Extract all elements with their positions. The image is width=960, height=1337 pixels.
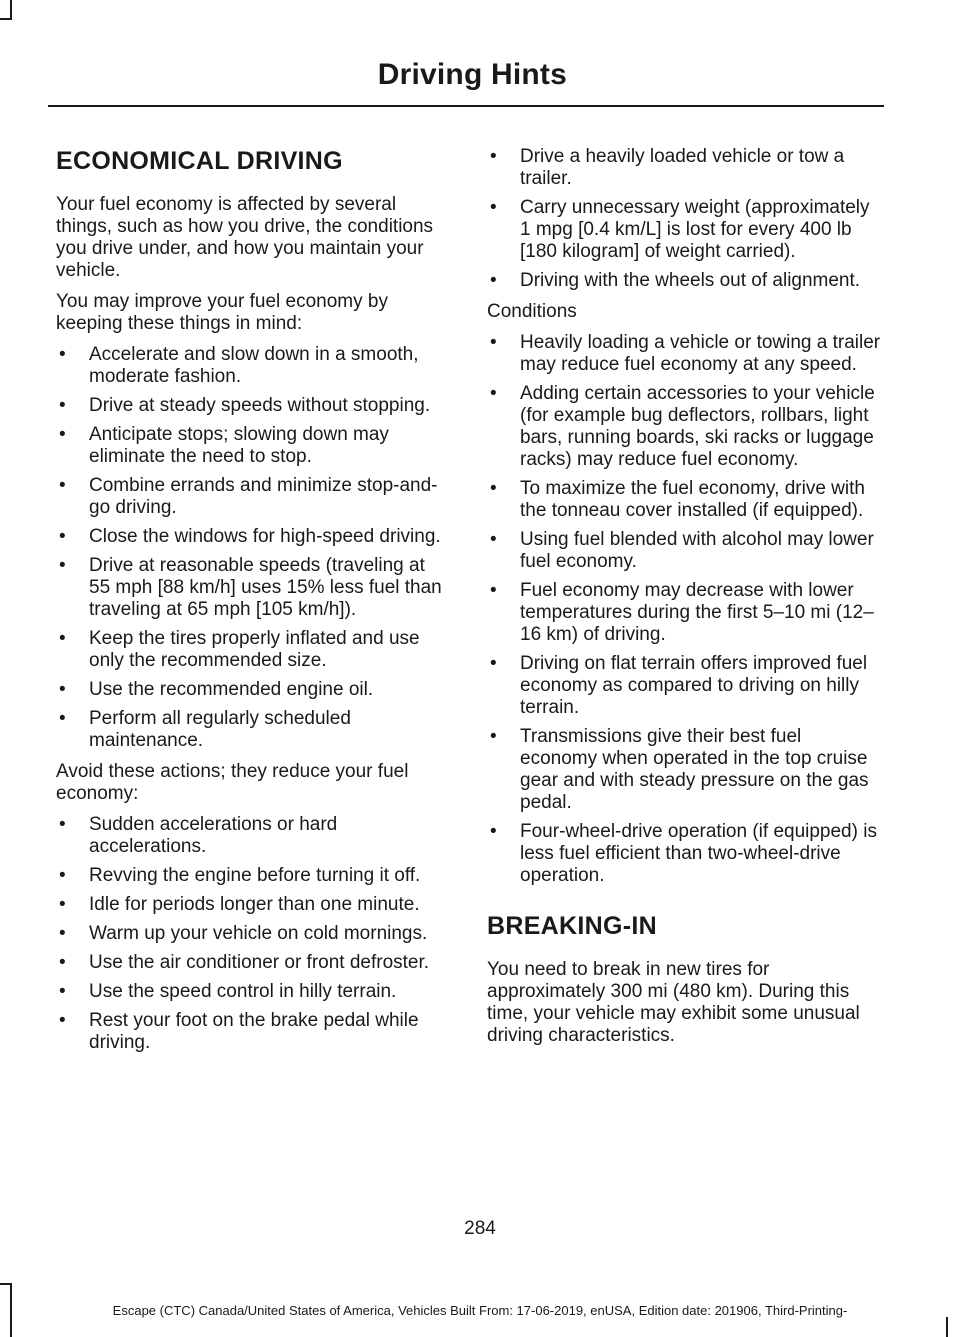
intro-paragraph: Your fuel economy is affected by several things, such as how you drive, the conditions you drive under, and how you maintain your vehicle. [56, 194, 434, 281]
list-item-text: Drive a heavily loaded vehicle or tow a trailer. [520, 146, 845, 189]
list-item [56, 952, 448, 974]
bullet-icon: • [59, 395, 66, 416]
list-item-text: Anticipate stops; slowing down may eliminate the need to stop. [89, 424, 389, 467]
list-item [56, 923, 448, 945]
list-item [56, 679, 448, 701]
bullet-icon: • [59, 952, 66, 973]
list-item-text: Use the speed control in hilly terrain. [89, 981, 397, 1002]
bullet-icon: • [59, 526, 66, 547]
list-item [56, 475, 448, 519]
improve-intro-paragraph: You may improve your fuel economy by keeping these things in mind: [56, 291, 388, 334]
list-item-text: Rest your foot on the brake pedal while driving. [89, 1010, 419, 1053]
bullet-icon: • [490, 197, 497, 218]
conditions-label: Conditions [487, 301, 577, 322]
bullet-icon: • [490, 580, 497, 601]
list-item [56, 894, 448, 916]
bullet-icon: • [59, 424, 66, 445]
list-item-text: Perform all regularly scheduled maintenance. [89, 708, 351, 751]
bullet-icon: • [490, 653, 497, 674]
list-item-text: Driving on flat terrain offers improved fuel economy as compared to driving on hilly terrain. [520, 653, 868, 718]
list-item [487, 478, 882, 522]
bullet-icon: • [490, 726, 497, 747]
bullet-icon: • [59, 894, 66, 915]
list-item-text: Combine errands and minimize stop-and-go driving. [89, 475, 438, 518]
list-item-text: Close the windows for high-speed driving. [89, 526, 441, 547]
bullet-icon: • [59, 679, 66, 700]
bullet-icon: • [59, 475, 66, 496]
avoid-list-continued [487, 146, 882, 292]
list-item [56, 814, 448, 858]
list-item [56, 344, 448, 388]
list-item-text: Use the recommended engine oil. [89, 679, 374, 700]
avoid-list [56, 814, 448, 1054]
list-item-text: Carry unnecessary weight (approximately 1 mpg [0.4 km/L] is lost for every 400 lb [180 kilogram] of weight carried). [520, 197, 870, 262]
list-item [487, 580, 882, 646]
list-item-text: Drive at reasonable speeds (traveling at 55 mph [88 km/h] uses 15% less fuel than traveling at 65 mph [105 km/h]). [89, 555, 442, 620]
bullet-icon: • [490, 821, 497, 842]
crop-mark [10, 0, 12, 20]
crop-mark [0, 18, 12, 20]
list-item [487, 726, 882, 814]
bullet-icon: • [59, 923, 66, 944]
avoid-intro-paragraph: Avoid these actions; they reduce your fuel economy: [56, 761, 409, 804]
bullet-icon: • [59, 814, 66, 835]
list-item-text: Accelerate and slow down in a smooth, moderate fashion. [89, 344, 419, 387]
list-item-text: Keep the tires properly inflated and use only the recommended size. [89, 628, 420, 671]
crop-mark [946, 1317, 948, 1337]
bullet-icon: • [490, 383, 497, 404]
list-item [56, 424, 448, 468]
bullet-icon: • [59, 344, 66, 365]
list-item [56, 1010, 448, 1054]
list-item-text: Sudden accelerations or hard accelerations. [89, 814, 338, 857]
list-item [56, 981, 448, 1003]
bullet-icon: • [490, 332, 497, 353]
bullet-icon: • [59, 1010, 66, 1031]
list-item [487, 270, 882, 292]
footer-text: Escape (CTC) Canada/United States of America, Vehicles Built From: 17-06-2019, enUSA, Edition date: 201906, Third-Printing- [112, 1303, 848, 1318]
bullet-icon: • [59, 555, 66, 576]
list-item-text: To maximize the fuel economy, drive with the tonneau cover installed (if equipped). [520, 478, 865, 521]
list-item [487, 653, 882, 719]
list-item-text: Driving with the wheels out of alignment. [520, 270, 861, 291]
list-item [487, 383, 882, 471]
list-item [56, 526, 448, 548]
list-item-text: Revving the engine before turning it off. [89, 865, 421, 886]
list-item [487, 332, 882, 376]
list-item-text: Transmissions give their best fuel economy when operated in the top cruise gear and with steady pressure on the gas pedal. [520, 726, 869, 813]
left-column [56, 146, 448, 1063]
list-item [56, 628, 448, 672]
bullet-icon: • [59, 708, 66, 729]
bullet-icon: • [59, 865, 66, 886]
list-item-text: Four-wheel-drive operation (if equipped) is less fuel efficient than two-wheel-drive operation. [520, 821, 877, 886]
list-item-text: Using fuel blended with alcohol may lower fuel economy. [520, 529, 874, 572]
list-item-text: Use the air conditioner or front defroster. [89, 952, 430, 973]
list-item [487, 197, 882, 263]
list-item [487, 821, 882, 887]
crop-mark [0, 1283, 12, 1285]
list-item [56, 555, 448, 621]
page-number: 284 [464, 1218, 496, 1239]
economical-driving-heading: ECONOMICAL DRIVING [56, 147, 343, 175]
breaking-in-heading: BREAKING-IN [487, 912, 657, 940]
list-item-text: Warm up your vehicle on cold mornings. [89, 923, 428, 944]
list-item-text: Idle for periods longer than one minute. [89, 894, 420, 915]
bullet-icon: • [59, 628, 66, 649]
breaking-in-paragraph: You need to break in new tires for approximately 300 mi (480 km). During this time, your vehicle may exhibit some unusual driving characteristics. [487, 959, 860, 1046]
bullet-icon: • [59, 981, 66, 1002]
right-column [487, 146, 882, 1056]
list-item [56, 395, 448, 417]
list-item-text: Heavily loading a vehicle or towing a trailer may reduce fuel economy at any speed. [520, 332, 881, 375]
improve-list [56, 344, 448, 752]
list-item-text: Adding certain accessories to your vehicle (for example bug deflectors, rollbars, light bars, running boards, ski racks or luggage racks) may reduce fuel economy. [520, 383, 875, 470]
list-item-text: Fuel economy may decrease with lower temperatures during the first 5–10 mi (12–16 km) of driving. [520, 580, 874, 645]
bullet-icon: • [490, 146, 497, 167]
list-item [487, 146, 882, 190]
list-item [56, 708, 448, 752]
bullet-icon: • [490, 478, 497, 499]
page-section-title: Driving Hints [377, 58, 567, 91]
bullet-icon: • [490, 270, 497, 291]
bullet-icon: • [490, 529, 497, 550]
conditions-list [487, 332, 882, 887]
list-item [56, 865, 448, 887]
list-item [487, 529, 882, 573]
list-item-text: Drive at steady speeds without stopping. [89, 395, 431, 416]
header-divider [48, 105, 884, 107]
